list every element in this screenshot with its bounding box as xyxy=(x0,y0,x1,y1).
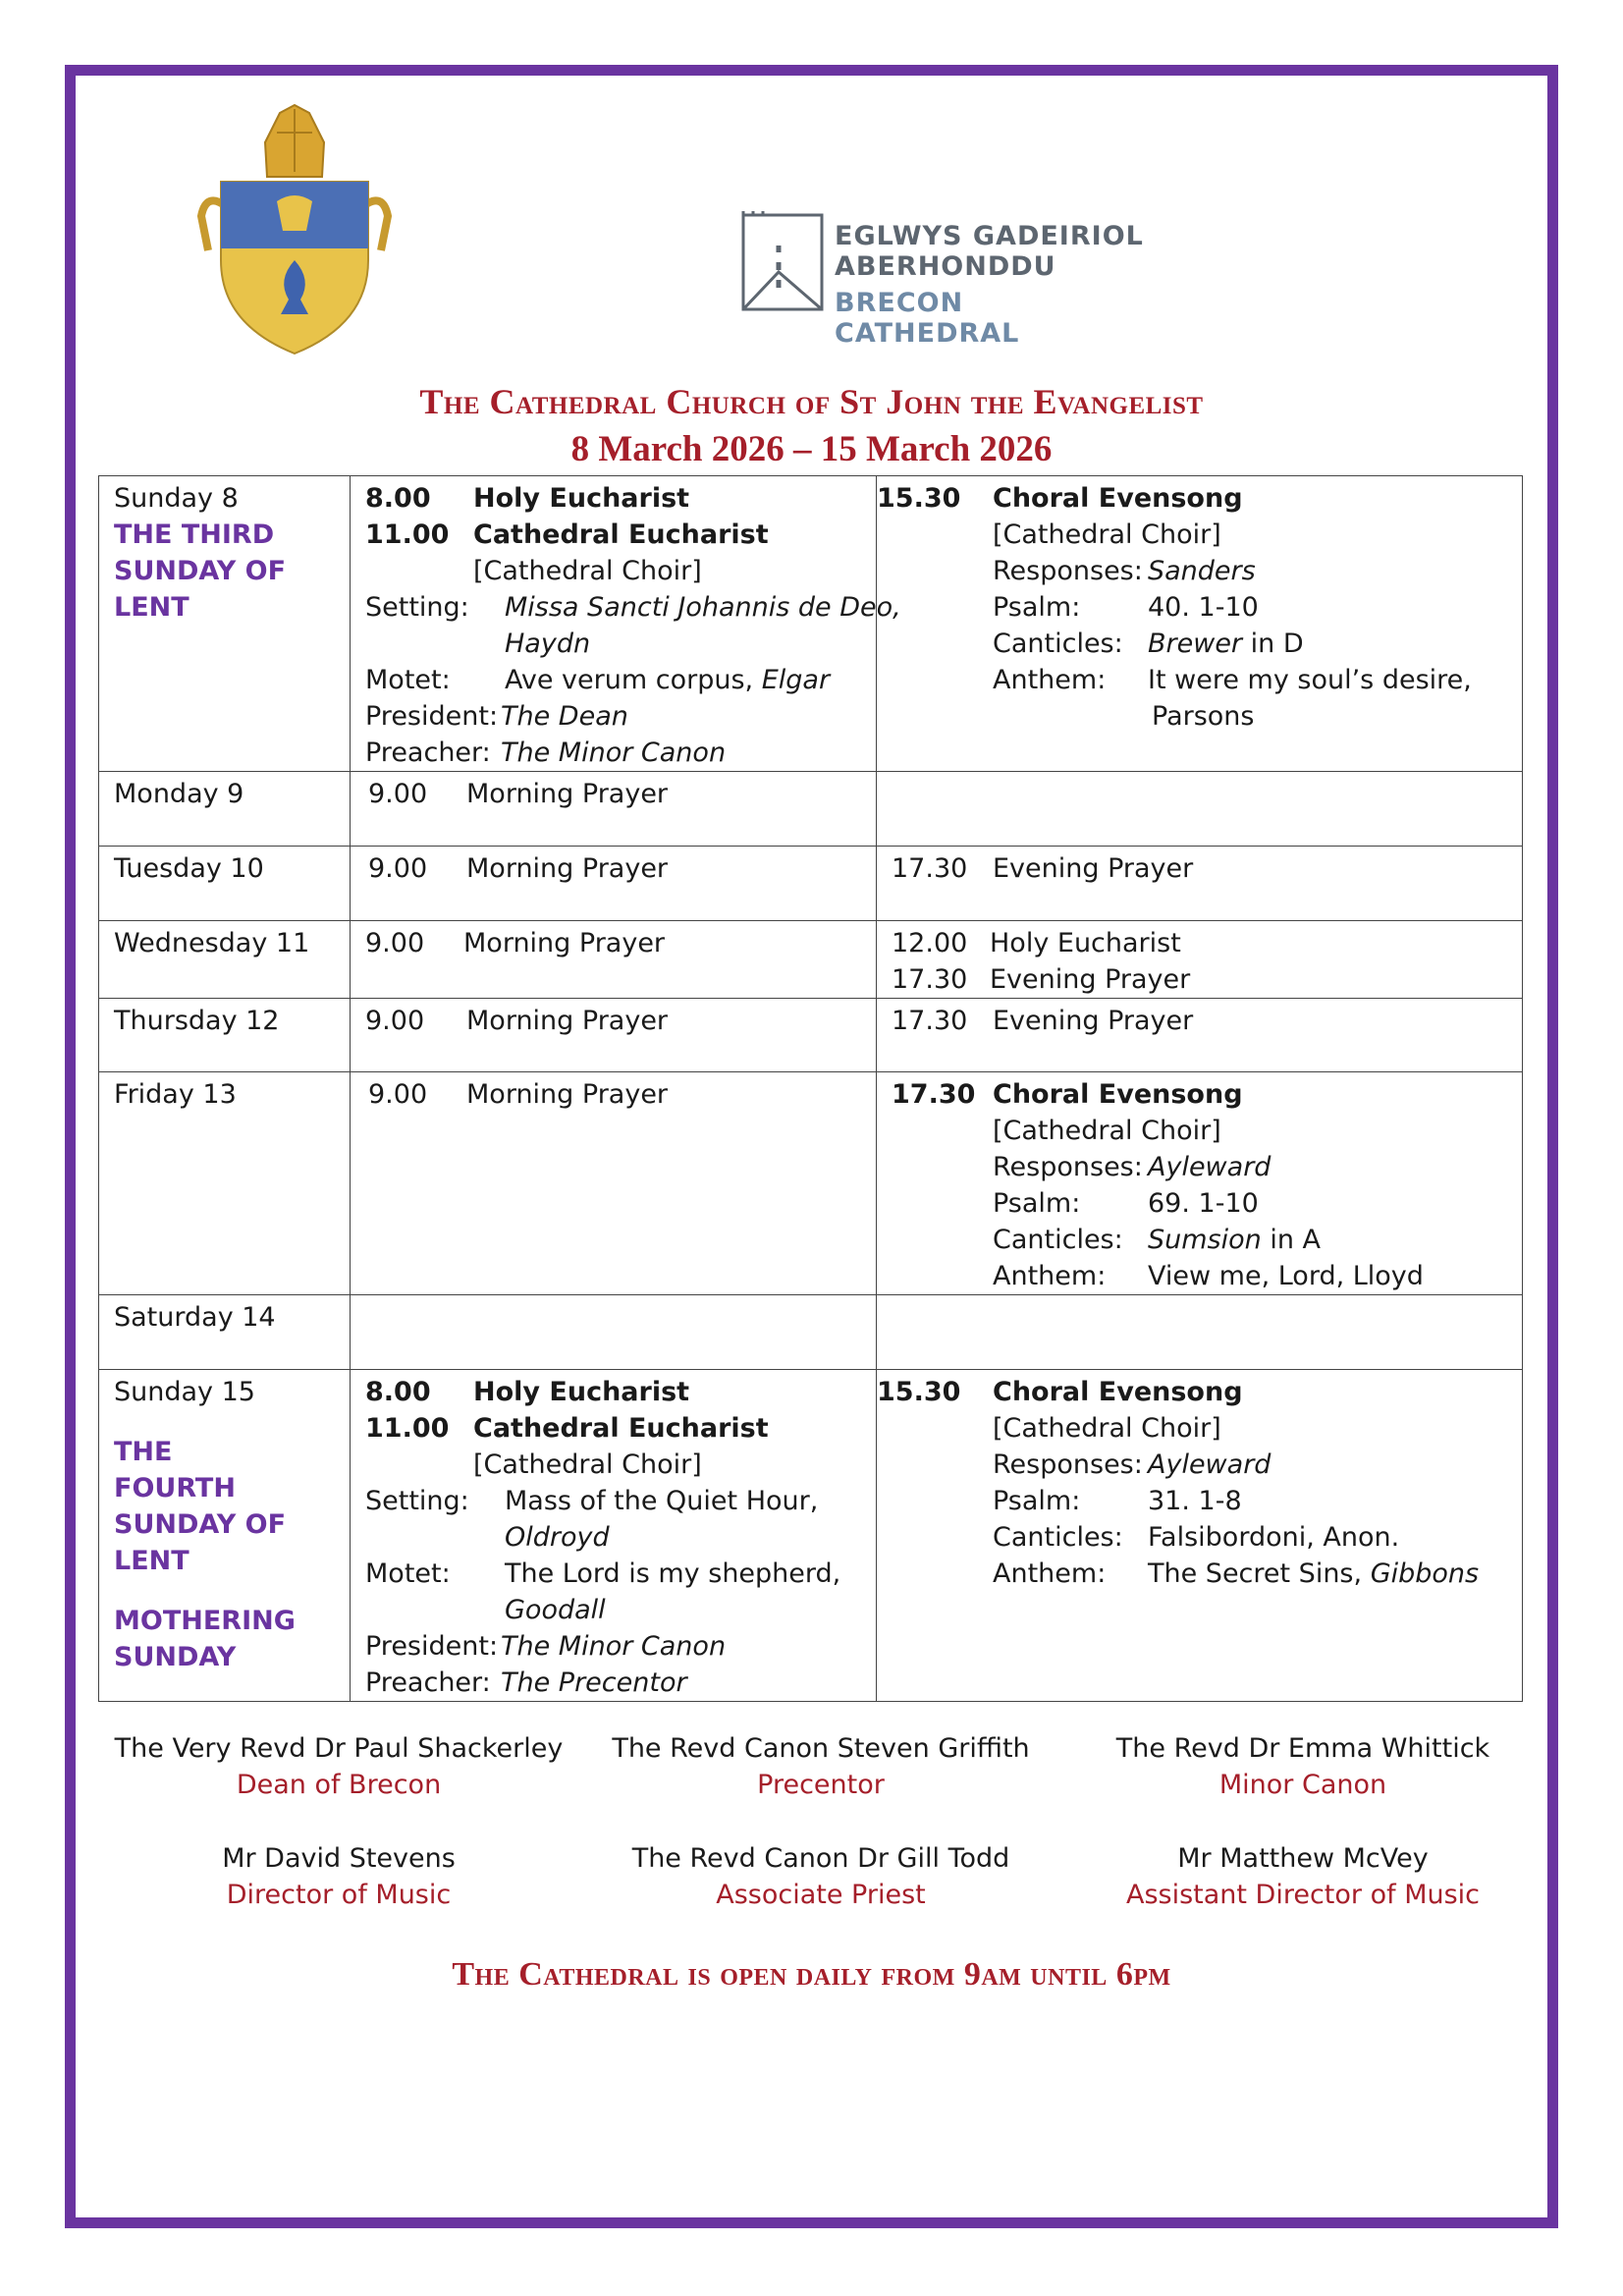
logo-line-english: BRECON CATHEDRAL xyxy=(835,288,1020,349)
service-time: 8.00 xyxy=(365,1377,431,1407)
preacher-label: Preacher: xyxy=(365,1667,491,1698)
service-time: 11.00 xyxy=(365,1413,450,1444)
motet-composer: Goodall xyxy=(505,1595,606,1625)
staff-name: The Revd Dr Emma Whittick xyxy=(1115,1733,1490,1764)
service-time: 11.00 xyxy=(365,519,450,550)
service-name: Morning Prayer xyxy=(463,928,666,958)
anthem-value: View me, Lord, Lloyd xyxy=(1148,1261,1424,1291)
preacher-name: The Minor Canon xyxy=(501,738,727,768)
service-name: Choral Evensong xyxy=(993,483,1243,514)
staff-name: Mr Matthew McVey xyxy=(1177,1843,1429,1874)
anthem-label: Anthem: xyxy=(993,665,1107,695)
service-time: 15.30 xyxy=(877,1377,961,1407)
table-row xyxy=(99,921,1523,999)
staff-name: The Very Revd Dr Paul Shackerley xyxy=(114,1733,564,1764)
setting-label: Setting: xyxy=(365,592,469,623)
service-name: Cathedral Eucharist xyxy=(473,1413,769,1444)
staff-entry xyxy=(64,1730,614,1803)
choir-note: [Cathedral Choir] xyxy=(993,519,1221,550)
motet-work: Ave verum corpus, xyxy=(505,665,754,695)
day-name: Sunday 15 xyxy=(114,1377,255,1407)
motet-label: Motet: xyxy=(365,1558,451,1589)
staff-entry xyxy=(1028,1730,1578,1803)
anthem-composer: Parsons xyxy=(1152,701,1255,732)
president-label: President: xyxy=(365,1631,499,1662)
responses-value: Ayleward xyxy=(1148,1152,1271,1182)
staff-entry xyxy=(546,1840,1096,1913)
staff-role: Assistant Director of Music xyxy=(1125,1880,1481,1910)
motet-label: Motet: xyxy=(365,665,451,695)
logo-line-welsh-1: EGLWYS GADEIRIOL xyxy=(835,221,1144,251)
table-row xyxy=(99,476,1523,772)
psalm-value: 31. 1-8 xyxy=(1148,1486,1242,1516)
table-row xyxy=(99,772,1523,847)
cathedral-logo xyxy=(741,211,1154,349)
day-name: Monday 9 xyxy=(114,779,244,809)
service-name: Evening Prayer xyxy=(993,1006,1194,1036)
service-name: Holy Eucharist xyxy=(990,928,1181,958)
responses-value: Ayleward xyxy=(1148,1449,1271,1480)
service-name: Morning Prayer xyxy=(466,1079,669,1110)
table-row xyxy=(99,999,1523,1072)
canticles-key: in A xyxy=(1270,1225,1322,1255)
table-row xyxy=(99,847,1523,921)
canticles-composer: Brewer xyxy=(1148,629,1243,659)
choir-note: [Cathedral Choir] xyxy=(473,1449,702,1480)
service-name: Holy Eucharist xyxy=(473,1377,690,1407)
choir-note: [Cathedral Choir] xyxy=(473,556,702,586)
service-name: Morning Prayer xyxy=(466,779,669,809)
canticles-key: in D xyxy=(1250,629,1304,659)
service-name: Evening Prayer xyxy=(993,853,1194,884)
preacher-name: The Precentor xyxy=(501,1667,687,1698)
date-range: 8 March 2026 – 15 March 2026 xyxy=(570,429,1053,469)
service-name: Morning Prayer xyxy=(466,1006,669,1036)
service-name: Cathedral Eucharist xyxy=(473,519,769,550)
church-title: The Cathedral Church of St John the Evangelist xyxy=(419,382,1204,421)
responses-label: Responses: xyxy=(993,1152,1143,1182)
responses-label: Responses: xyxy=(993,556,1143,586)
day-name: Tuesday 10 xyxy=(114,853,264,884)
logo-line-welsh-2: ABERHONDDU xyxy=(835,251,1056,282)
service-time: 9.00 xyxy=(368,779,428,809)
choir-note: [Cathedral Choir] xyxy=(993,1413,1221,1444)
service-time: 9.00 xyxy=(368,1079,428,1110)
president-name: The Minor Canon xyxy=(501,1631,727,1662)
service-name: Holy Eucharist xyxy=(473,483,690,514)
table-row xyxy=(99,1295,1523,1370)
service-name: Morning Prayer xyxy=(466,853,669,884)
service-name: Choral Evensong xyxy=(993,1377,1243,1407)
canticles-label: Canticles: xyxy=(993,629,1123,659)
cathedral-tower-icon xyxy=(741,211,825,314)
anthem-value: The Secret Sins, xyxy=(1148,1558,1363,1589)
psalm-value: 69. 1-10 xyxy=(1148,1188,1259,1219)
staff-role: Associate Priest xyxy=(716,1880,926,1910)
staff-role: Director of Music xyxy=(226,1880,452,1910)
staff-name: The Revd Canon Steven Griffith xyxy=(612,1733,1030,1764)
day-name: Friday 13 xyxy=(114,1079,237,1110)
service-time: 17.30 xyxy=(892,1079,976,1110)
responses-value: Sanders xyxy=(1148,556,1256,586)
service-time: 17.30 xyxy=(892,853,968,884)
staff-entry xyxy=(64,1840,614,1913)
setting-label: Setting: xyxy=(365,1486,469,1516)
staff-entry xyxy=(1028,1840,1578,1913)
motet-composer: Elgar xyxy=(761,665,831,695)
setting-composer: Haydn xyxy=(505,629,591,659)
day-name: Saturday 14 xyxy=(114,1302,276,1333)
canticles-label: Canticles: xyxy=(993,1225,1123,1255)
day-title: THE THIRD SUNDAY OF LENT xyxy=(114,519,287,623)
day-name: Thursday 12 xyxy=(114,1006,280,1036)
diocese-crest-icon xyxy=(187,103,403,358)
day-title: THE FOURTH SUNDAY OF LENT xyxy=(114,1437,287,1576)
president-label: President: xyxy=(365,701,499,732)
preacher-label: Preacher: xyxy=(365,738,491,768)
service-time: 12.00 xyxy=(892,928,968,958)
motet-work: The Lord is my shepherd, xyxy=(505,1558,841,1589)
staff-entry xyxy=(546,1730,1096,1803)
anthem-composer: Gibbons xyxy=(1370,1558,1480,1589)
canticles-composer: Sumsion xyxy=(1148,1225,1262,1255)
service-name: Evening Prayer xyxy=(990,964,1191,995)
psalm-label: Psalm: xyxy=(993,1486,1081,1516)
service-time: 17.30 xyxy=(892,1006,968,1036)
opening-hours-notice: The Cathedral is open daily from 9am until 6pm xyxy=(452,1956,1171,1993)
day-subtitle: MOTHERING SUNDAY xyxy=(114,1606,296,1672)
service-time: 15.30 xyxy=(877,483,961,514)
anthem-value: It were my soul’s desire, xyxy=(1148,665,1472,695)
psalm-label: Psalm: xyxy=(993,1188,1081,1219)
service-schedule-table xyxy=(98,475,1523,1702)
service-time: 17.30 xyxy=(892,964,968,995)
canticles-value: Falsibordoni, Anon. xyxy=(1148,1522,1400,1553)
president-name: The Dean xyxy=(501,701,628,732)
staff-role: Dean of Brecon xyxy=(236,1770,442,1800)
setting-composer: Oldroyd xyxy=(505,1522,610,1553)
service-time: 9.00 xyxy=(365,928,425,958)
day-name: Sunday 8 xyxy=(114,483,239,514)
staff-name: Mr David Stevens xyxy=(222,1843,456,1874)
staff-role: Minor Canon xyxy=(1218,1770,1387,1800)
service-name: Choral Evensong xyxy=(993,1079,1243,1110)
psalm-value: 40. 1-10 xyxy=(1148,592,1259,623)
anthem-label: Anthem: xyxy=(993,1558,1107,1589)
staff-role: Precentor xyxy=(757,1770,885,1800)
setting-work: Missa Sancti Johannis de Deo, xyxy=(505,592,901,623)
psalm-label: Psalm: xyxy=(993,592,1081,623)
staff-name: The Revd Canon Dr Gill Todd xyxy=(631,1843,1010,1874)
anthem-label: Anthem: xyxy=(993,1261,1107,1291)
table-row xyxy=(99,1072,1523,1295)
canticles-label: Canticles: xyxy=(993,1522,1123,1553)
service-time: 9.00 xyxy=(365,1006,425,1036)
service-time: 9.00 xyxy=(368,853,428,884)
responses-label: Responses: xyxy=(993,1449,1143,1480)
service-time: 8.00 xyxy=(365,483,431,514)
setting-work: Mass of the Quiet Hour, xyxy=(505,1486,819,1516)
day-name: Wednesday 11 xyxy=(114,928,310,958)
table-row xyxy=(99,1370,1523,1702)
choir-note: [Cathedral Choir] xyxy=(993,1116,1221,1146)
